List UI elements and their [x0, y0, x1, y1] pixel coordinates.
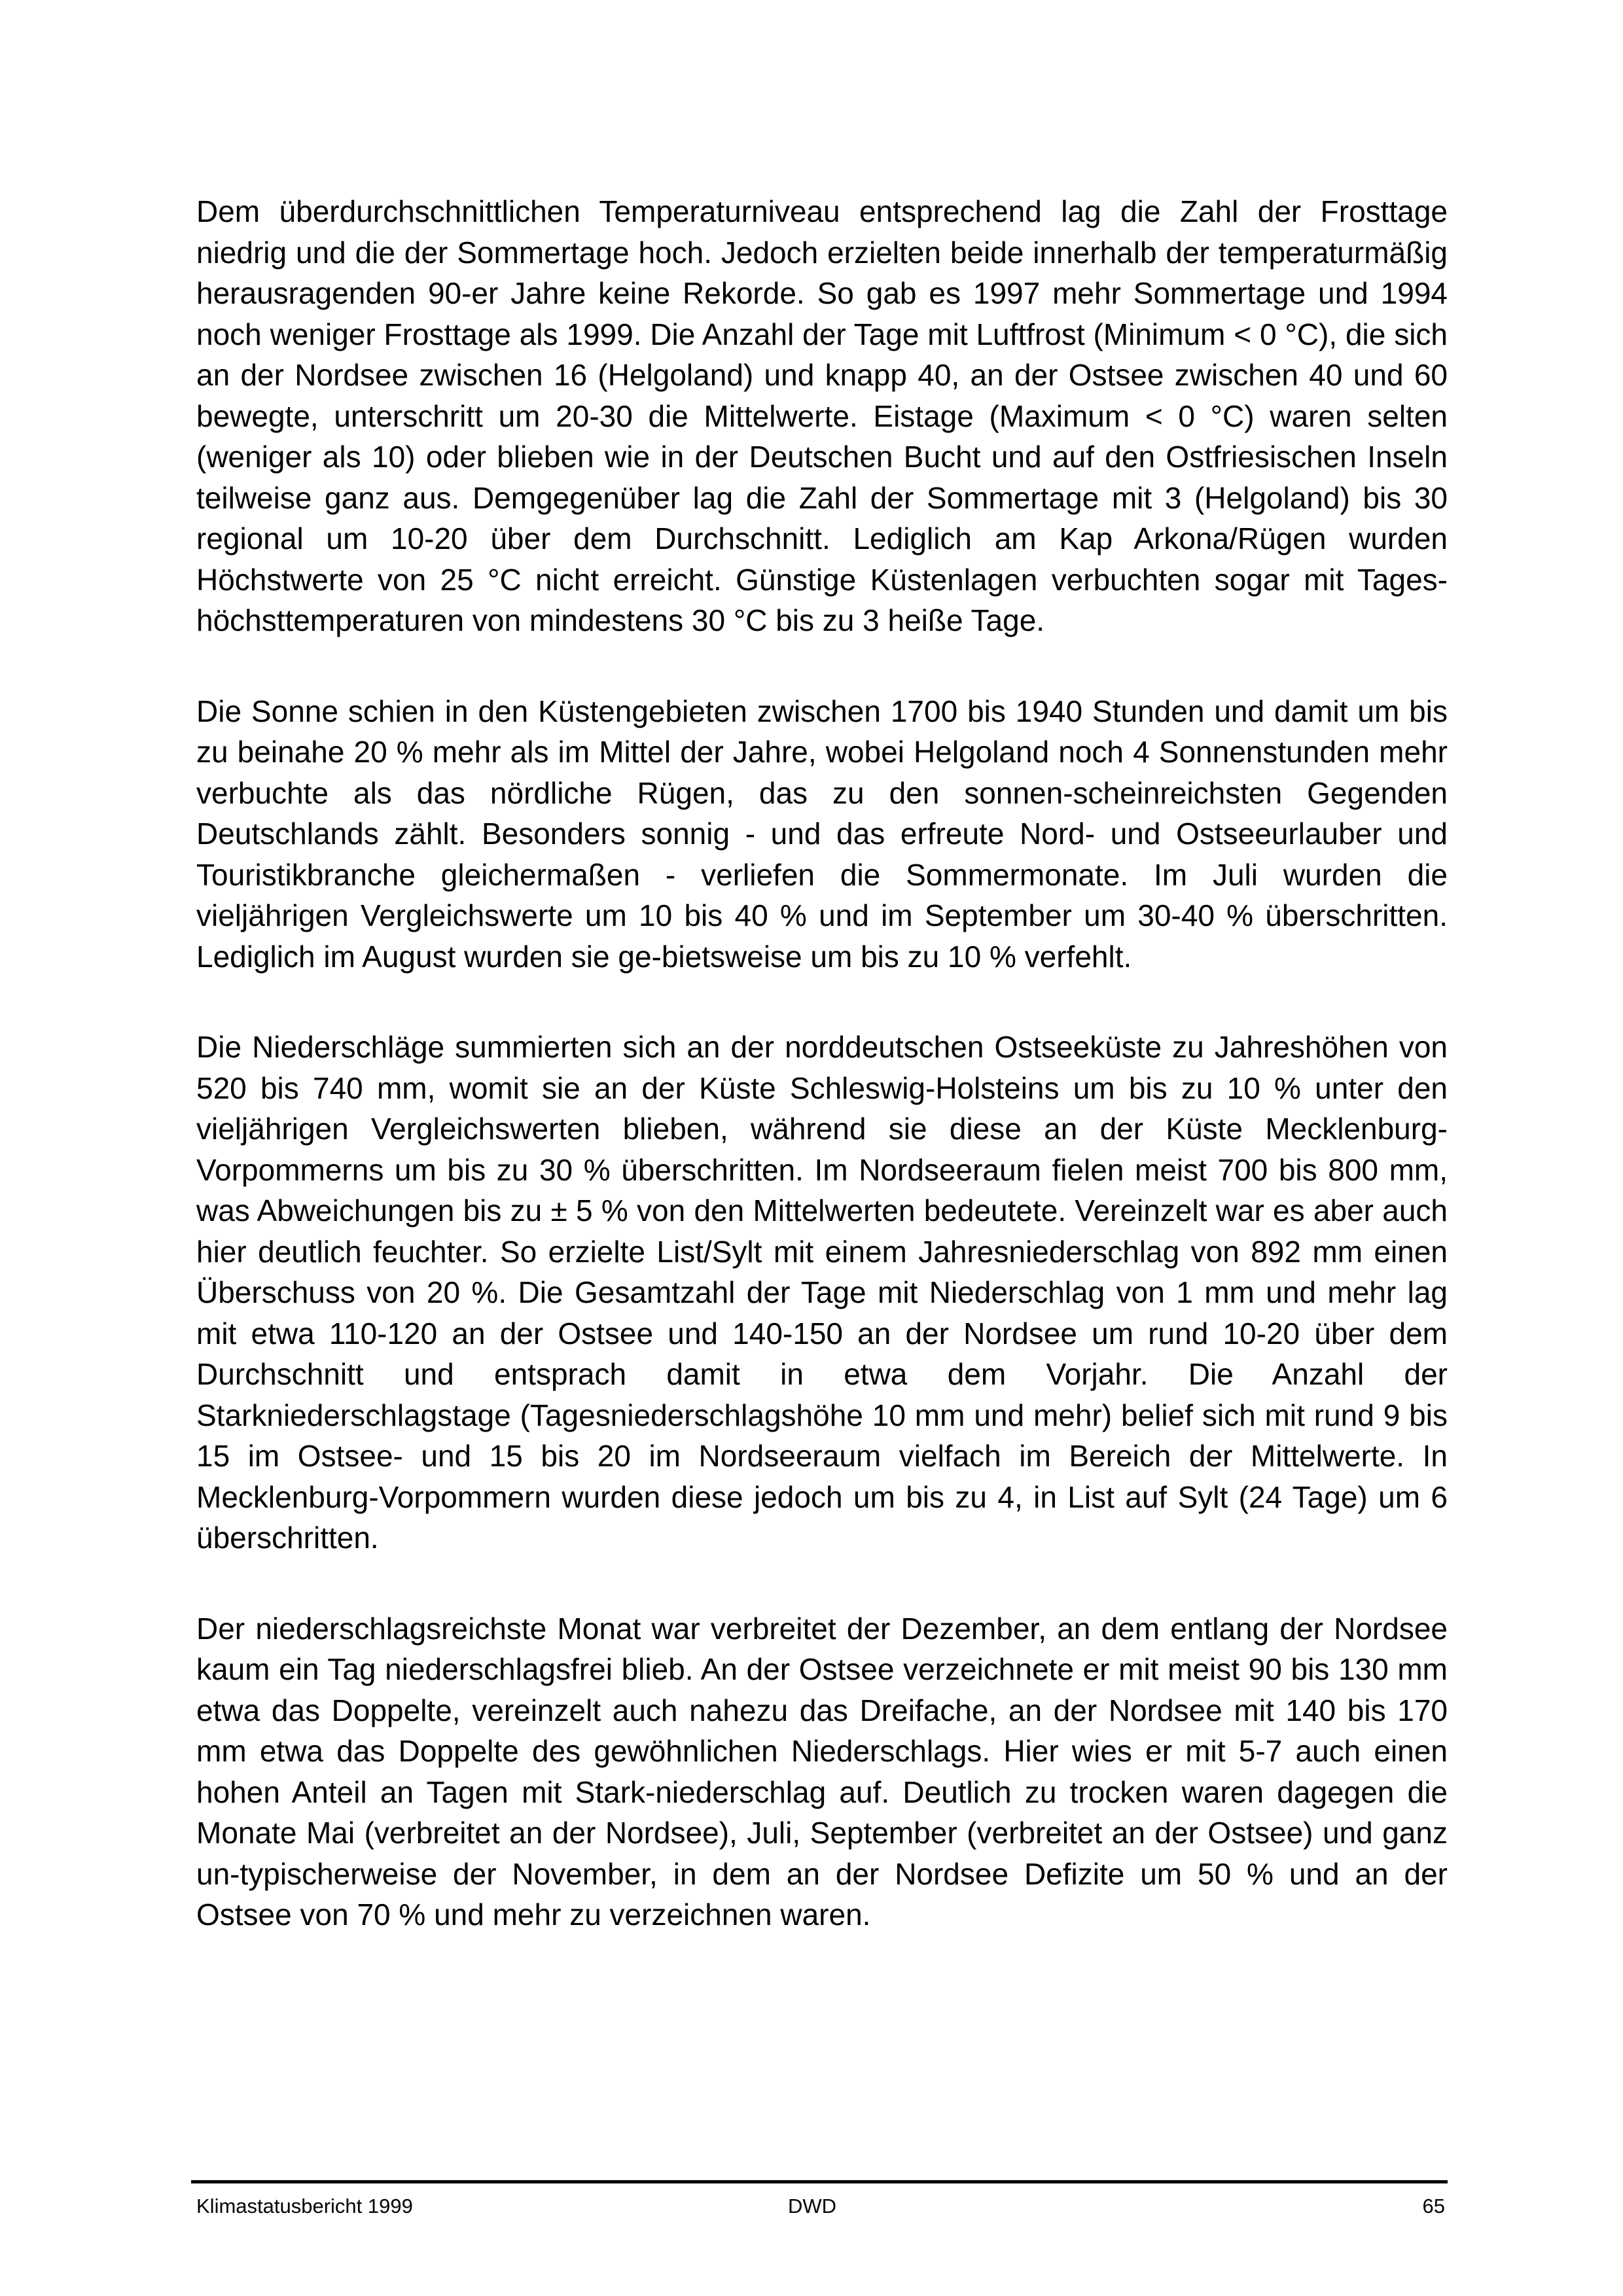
- footer-publisher: DWD: [788, 2195, 837, 2217]
- footer-report-title: Klimastatusbericht 1999: [196, 2195, 413, 2217]
- paragraph-precipitation: Die Niederschläge summierten sich an der norddeutschen Ostseeküste zu Jahreshöhen von 520 bis 740 mm, womit sie an der Küste Schleswig-Holsteins um bis zu 10 % unter den vieljährigen Vergleichswerten blieben, während sie diese an der Küste Mecklenburg-Vorpommerns um bis zu 30 % überschritten. Im Nordseeraum fielen meist 700 bis 800 mm, was Abweichungen bis zu ± 5 % von den Mittelwerten bedeutete. Vereinzelt war es aber auch hier deutlich feuchter. So erzielte List/Sylt mit einem Jahresniederschlag von 892 mm einen Überschuss von 20 %. Die Gesamtzahl der Tage mit Niederschlag von 1 mm und mehr lag mit etwa 110-120 an der Ostsee und 140-150 an der Nordsee um rund 10-20 über dem Durchschnitt und entsprach damit in etwa dem Vorjahr. Die Anzahl der Starkniederschlagstage (Tagesniederschlagshöhe 10 mm und mehr) belief sich mit rund 9 bis 15 im Ostsee- und 15 bis 20 im Nordseeraum vielfach im Bereich der Mittelwerte. In Mecklenburg-Vorpommern wurden diese jedoch um bis zu 4, in List auf Sylt (24 Tage) um 6 überschritten.: [196, 1030, 1448, 1555]
- page-footer: [196, 2193, 1445, 2219]
- paragraph-sunshine: Die Sonne schien in den Küstengebieten zwischen 1700 bis 1940 Stunden und damit um bis zu beinahe 20 % mehr als im Mittel der Jahre, wobei Helgoland noch 4 Sonnenstunden mehr verbuchte als das nördliche Rügen, das zu den sonnen-scheinreichsten Gegenden Deutschlands zählt. Besonders sonnig - und das erfreute Nord- und Ostseeurlauber und Touristikbranche gleichermaßen - verliefen die Sommermonate. Im Juli wurden die vieljährigen Vergleichswerte um 10 bis 40 % und im September um 30-40 % überschritten. Lediglich im August wurden sie ge-bietsweise um bis zu 10 % verfehlt.: [196, 694, 1448, 974]
- footer-page-number: 65: [1422, 2195, 1445, 2217]
- paragraph-frost-and-summer-days: Dem überdurchschnittlichen Temperaturniveau entsprechend lag die Zahl der Frosttage niedrig und die der Sommertage hoch. Jedoch erzielten beide innerhalb der temperaturmäßig herausragenden 90-er Jahre keine Rekorde. So gab es 1997 mehr Sommertage und 1994 noch weniger Frosttage als 1999. Die Anzahl der Tage mit Luftfrost (Minimum < 0 °C), die sich an der Nordsee zwischen 16 (Helgoland) und knapp 40, an der Ostsee zwischen 40 und 60 bewegte, unterschritt um 20-30 die Mittelwerte. Eistage (Maximum < 0 °C) waren selten (weniger als 10) oder blieben wie in der Deutschen Bucht und auf den Ostfriesischen Inseln teilweise ganz aus. Demgegenüber lag die Zahl der Sommertage mit 3 (Helgoland) bis 30 regional um 10-20 über dem Durchschnitt. Lediglich am Kap Arkona/Rügen wurden Höchstwerte von 25 °C nicht erreicht. Günstige Küstenlagen verbuchten sogar mit Tages-höchsttemperaturen von mindestens 30 °C bis zu 3 heiße Tage.: [196, 194, 1448, 637]
- footer-divider: [191, 2180, 1448, 2183]
- paragraph-wettest-month: Der niederschlagsreichste Monat war verbreitet der Dezember, an dem entlang der Nordsee kaum ein Tag niederschlagsfrei blieb. An der Ostsee verzeichnete er mit meist 90 bis 130 mm etwa das Doppelte, vereinzelt auch nahezu das Dreifache, an der Nordsee mit 140 bis 170 mm etwa das Doppelte des gewöhnlichen Niederschlags. Hier wies er mit 5-7 auch einen hohen Anteil an Tagen mit Stark-niederschlag auf. Deutlich zu trocken waren dagegen die Monate Mai (verbreitet an der Nordsee), Juli, September (verbreitet an der Ostsee) und ganz un-typischerweise der November, in dem an der Nordsee Defizite um 50 % und an der Ostsee von 70 % und mehr zu verzeichnen waren.: [196, 1611, 1448, 1932]
- document-body: [196, 191, 1448, 1985]
